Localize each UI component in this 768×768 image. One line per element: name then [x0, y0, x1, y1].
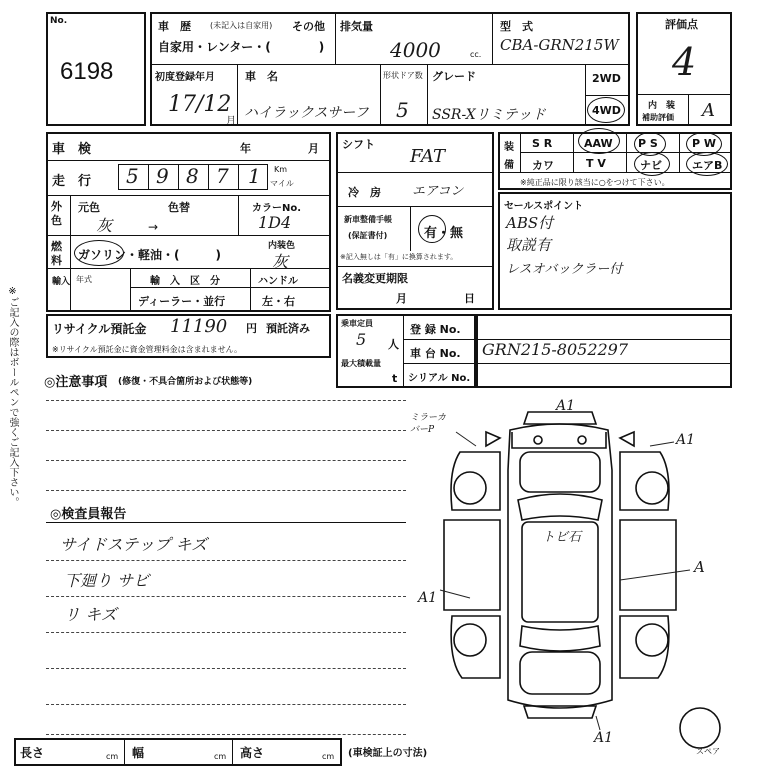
load-t-unit: t — [392, 372, 398, 385]
interior-sub-label: 補助評価 — [642, 113, 674, 122]
mileage-digit-1: 5 — [126, 164, 139, 188]
equip-ps: P S — [638, 137, 658, 150]
lot-no-label: No. — [50, 16, 68, 26]
shaken-month-unit: 月 — [308, 142, 319, 155]
height-label: 高さ — [240, 746, 265, 760]
inspector-line-1: サイドステップ キズ — [60, 535, 208, 554]
history-options: 自家用・レンター・( ) — [158, 40, 325, 54]
color-dash: → — [148, 220, 159, 234]
shaken-label: 車 検 — [52, 142, 92, 157]
equipment-label-bottom: 備 — [504, 160, 514, 171]
interior-color-value: 灰 — [272, 252, 289, 271]
grade-score-label: 評価点 — [665, 18, 698, 31]
equip-sr: S R — [532, 137, 553, 150]
doors-label: 形状ドア数 — [383, 71, 423, 80]
mile-unit: マイル — [270, 179, 294, 188]
shift-value: FAT — [410, 146, 445, 167]
inspector-line-2: 下廻り サビ — [64, 571, 150, 590]
name-change-day: 日 — [464, 292, 475, 305]
notes-subtitle: (修復・不具合箇所および状態等) — [118, 377, 253, 387]
drive-2wd: 2WD — [592, 72, 621, 85]
sales-point-line-2: 取説有 — [506, 236, 552, 254]
mileage-digit-4: 7 — [216, 164, 229, 188]
grade-label: グレード — [432, 70, 476, 83]
car-name-label: 車 名 — [245, 70, 278, 83]
manual-sub-label: (保証書付) — [348, 231, 388, 240]
equip-tv: T V — [586, 157, 606, 170]
length-cm: cm — [106, 752, 119, 761]
shift-label: シフト — [342, 138, 375, 151]
equipment-label-top: 装 — [504, 142, 514, 153]
import-category-label: 輸 入 区 分 — [150, 276, 220, 287]
car-name-value: ハイラックスサーフ — [244, 105, 369, 121]
mark-front: A1 — [556, 398, 576, 414]
lot-number: 6198 — [60, 58, 114, 85]
shaken-year-unit: 年 — [240, 142, 251, 155]
dimensions-box — [14, 738, 342, 766]
mileage-digit-5: 1 — [248, 164, 261, 188]
person-unit: 人 — [388, 338, 399, 351]
grade-score-value: 4 — [672, 40, 697, 84]
inspector-title: ◎検査員報告 — [50, 507, 127, 522]
sales-point-line-1: ABS付 — [506, 214, 554, 232]
displacement-value: 4000 — [390, 38, 441, 62]
doors-value: 5 — [396, 98, 409, 122]
year-model-label: 年式 — [76, 275, 92, 284]
km-unit: Km — [274, 165, 288, 174]
roof-damage-label: トビ石 — [542, 530, 582, 545]
history-note: (未記入は自家用) — [210, 21, 273, 30]
height-cm: cm — [322, 752, 335, 761]
color-no-label: カラーNo. — [252, 203, 302, 214]
mark-left-side: A1 — [418, 590, 438, 606]
mark-right-side: A — [694, 558, 705, 576]
name-change-label: 名義変更期限 — [342, 272, 408, 285]
spare-label: スペア — [696, 747, 720, 756]
color-no-value: 1D4 — [258, 213, 292, 232]
chassis-label: 車 台 No. — [410, 347, 461, 360]
other-label: その他 — [292, 20, 325, 33]
serial-label: シリアル No. — [408, 373, 471, 384]
dimension-note: (車検証上の寸法) — [348, 748, 428, 759]
fuel-options: ガソリン・軽油・( ) — [78, 248, 221, 262]
mileage-label: 走 行 — [52, 174, 92, 189]
equip-pw: P W — [692, 137, 717, 150]
model-value: CBA-GRN215W — [500, 36, 619, 54]
recycle-note: ※リサイクル預託金に資金管理料金は含まれません。 — [52, 345, 243, 354]
recycle-value: 11190 — [170, 316, 228, 337]
manual-note: ※記入無しは「有」に換算されます。 — [340, 253, 458, 261]
model-label: 型 式 — [500, 20, 533, 33]
first-reg-value: 17/12 — [168, 92, 232, 117]
handle-options: 左・右 — [262, 295, 295, 308]
equipment-note: ※純正品に限り該当に○をつけて下さい。 — [520, 178, 670, 187]
sales-point-label: セールスポイント — [504, 201, 584, 212]
recycle-label: リサイクル預託金 — [52, 322, 147, 336]
width-cm: cm — [214, 752, 227, 761]
side-instruction-note: ※ご記入の際はボールペンで強くご記入下さい。 — [7, 286, 18, 507]
mirror-cover-label: ミラーカバーP — [410, 413, 446, 435]
first-reg-label: 初度登録年月 — [155, 72, 215, 83]
chassis-value: GRN215-8052297 — [482, 340, 629, 359]
length-label: 長さ — [20, 746, 45, 760]
cc-unit: cc. — [470, 50, 482, 59]
name-change-month: 月 — [396, 292, 407, 305]
equip-airbag: エアB — [692, 159, 723, 172]
ac-label: 冷 房 — [348, 186, 381, 199]
handle-label: ハンドル — [258, 276, 298, 287]
equip-leather: カワ — [532, 159, 554, 172]
interior-score-value: A — [702, 100, 715, 121]
original-color-label: 元色 — [78, 201, 100, 214]
capacity-value: 5 — [356, 330, 367, 349]
inspector-line-3: リ キズ — [64, 605, 117, 624]
displacement-label: 排気量 — [340, 20, 373, 33]
color-change-label: 色替 — [168, 201, 190, 214]
ac-value: エアコン — [412, 184, 464, 199]
interior-label: 内 装 — [648, 101, 676, 111]
mileage-digit-2: 9 — [156, 164, 169, 188]
original-color-value: 灰 — [96, 216, 113, 235]
mark-right-front: A1 — [676, 432, 696, 448]
drive-4wd: 4WD — [592, 104, 621, 117]
manual-options: 有・無 — [424, 226, 464, 241]
import-category-options: ディーラー・並行 — [138, 295, 226, 308]
interior-color-label: 内装色 — [268, 241, 296, 251]
fuel-label: 燃料 — [51, 240, 62, 267]
reg-no-label: 登 録 No. — [410, 323, 461, 336]
sales-point-line-3: レスオバックラー付 — [506, 262, 623, 277]
equip-aaw: AAW — [584, 137, 613, 150]
mark-rear: A1 — [594, 730, 614, 746]
equip-navi: ナビ — [640, 159, 662, 172]
width-label: 幅 — [132, 746, 145, 760]
history-label: 車 歴 — [158, 20, 191, 33]
recycle-status: 預託済み — [266, 322, 310, 335]
grade-value: SSR-Xリミテッド — [432, 107, 546, 123]
manual-label: 新車整備手帳 — [344, 215, 392, 224]
import-label: 輸入 — [52, 277, 71, 287]
mileage-digit-3: 8 — [186, 164, 199, 188]
exterior-color-label: 外色 — [51, 200, 62, 227]
notes-title: ◎注意事項 — [44, 375, 108, 390]
load-label: 最大積載量 — [341, 359, 381, 368]
capacity-label: 乗車定員 — [341, 319, 373, 328]
recycle-unit: 円 — [246, 322, 257, 335]
month-unit: 月 — [226, 116, 236, 127]
